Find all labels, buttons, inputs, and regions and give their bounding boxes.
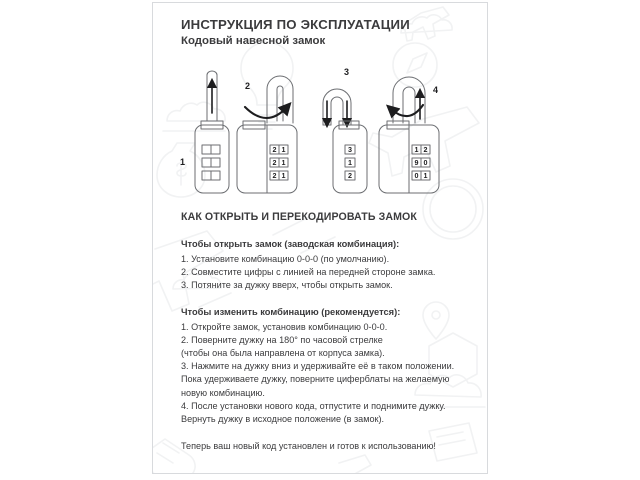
dial-digit-2-2-1: 1	[281, 171, 286, 180]
dial-digit-3-0: 3	[348, 145, 352, 154]
step-number-3: 3	[344, 67, 350, 77]
dial-digit-4-2-0: 0	[414, 171, 419, 180]
lock-steps-diagram	[171, 61, 471, 201]
open-lock-step: 2. Совместите цифры с линией на передней стороне замка.	[181, 267, 436, 278]
dial-digit-2-0-1: 1	[281, 145, 286, 154]
lock-step-4	[379, 77, 439, 193]
dial-windows-4	[412, 145, 430, 180]
dial-digit-2-0-0: 2	[272, 145, 277, 154]
recode-lock-step: 3. Нажмите на дужку вниз и удерживайте её в таком положении.	[181, 361, 455, 372]
instruction-card	[152, 2, 488, 474]
plane-watermark-icon-4	[328, 455, 371, 474]
open-lock-step: 1. Установите комбинацию 0-0-0 (по умолчанию).	[181, 254, 390, 264]
dial-digit-3-2: 2	[348, 171, 352, 180]
shackle-ends-2	[267, 115, 293, 123]
open-lock-heading: Чтобы открыть замок (заводская комбинация):	[181, 239, 400, 249]
recode-lock-section	[181, 307, 473, 427]
step-number-1: 1	[180, 157, 186, 167]
recode-lock-step: новую комбинацию.	[181, 387, 265, 398]
closing-message: Теперь ваш новый код установлен и готов к использованию!	[181, 441, 436, 452]
recode-lock-step: 2. Поверните дужку на 180° по часовой стрелке	[181, 334, 383, 345]
dial-windows-3	[345, 145, 355, 180]
page-subtitle: Кодовый навесной замок	[181, 35, 326, 47]
recode-lock-step: Вернуть дужку в исходное положение (в замок).	[181, 414, 385, 425]
dial-digit-4-0-1: 2	[423, 145, 428, 154]
dial-digit-2-2-0: 2	[272, 171, 277, 180]
dial-digit-2-1-0: 2	[272, 158, 277, 167]
recode-lock-heading: Чтобы изменить комбинацию (рекомендуется):	[181, 306, 401, 317]
shackle-return-inner-4	[403, 87, 415, 123]
recode-lock-step: Пока удерживаете дужку, поверните циферблаты на желаемую	[181, 374, 450, 385]
dial-digit-3-1: 1	[348, 158, 352, 167]
dial-digit-2-1-1: 1	[281, 158, 286, 167]
instructions-text-block	[181, 211, 473, 453]
lock-step-2	[237, 76, 297, 193]
step-number-4: 4	[433, 85, 439, 95]
dial-windows-2	[270, 145, 288, 180]
dial-digit-4-1-0: 9	[414, 158, 419, 167]
page-title: ИНСТРУКЦИЯ ПО ЭКСПЛУАТАЦИИ	[181, 17, 410, 32]
lock-body-2-back	[237, 125, 267, 193]
lock-body-1	[195, 125, 229, 193]
arrow-rotate-counterclockwise-4	[391, 105, 423, 116]
section-title: КАК ОТКРЫТЬ И ПЕРЕКОДИРОВАТЬ ЗАМОК	[181, 211, 417, 223]
step-number-2: 2	[245, 81, 251, 91]
lock-step-3	[323, 67, 367, 193]
dial-digit-4-2-1: 1	[423, 171, 428, 180]
recode-lock-step: 1. Откройте замок, установив комбинацию 0-0-0.	[181, 321, 388, 332]
dial-digit-4-1-1: 0	[423, 158, 428, 167]
shackle-top-1	[207, 71, 217, 75]
arrow-rotate-clockwise-2	[245, 107, 287, 118]
recode-lock-step: (чтобы она была направлена от корпуса замка).	[181, 348, 385, 359]
dial-windows-1	[202, 145, 220, 180]
lock-body-4-back	[379, 125, 409, 193]
dial-digit-4-0-0: 1	[414, 145, 419, 154]
lock-step-1	[180, 71, 229, 193]
recode-lock-step: 4. После установки нового кода, отпустите и поднимите дужку.	[181, 400, 446, 411]
open-lock-step: 3. Потяните за дужку вверх, чтобы открыть замок.	[181, 280, 393, 291]
open-lock-section	[181, 239, 473, 293]
